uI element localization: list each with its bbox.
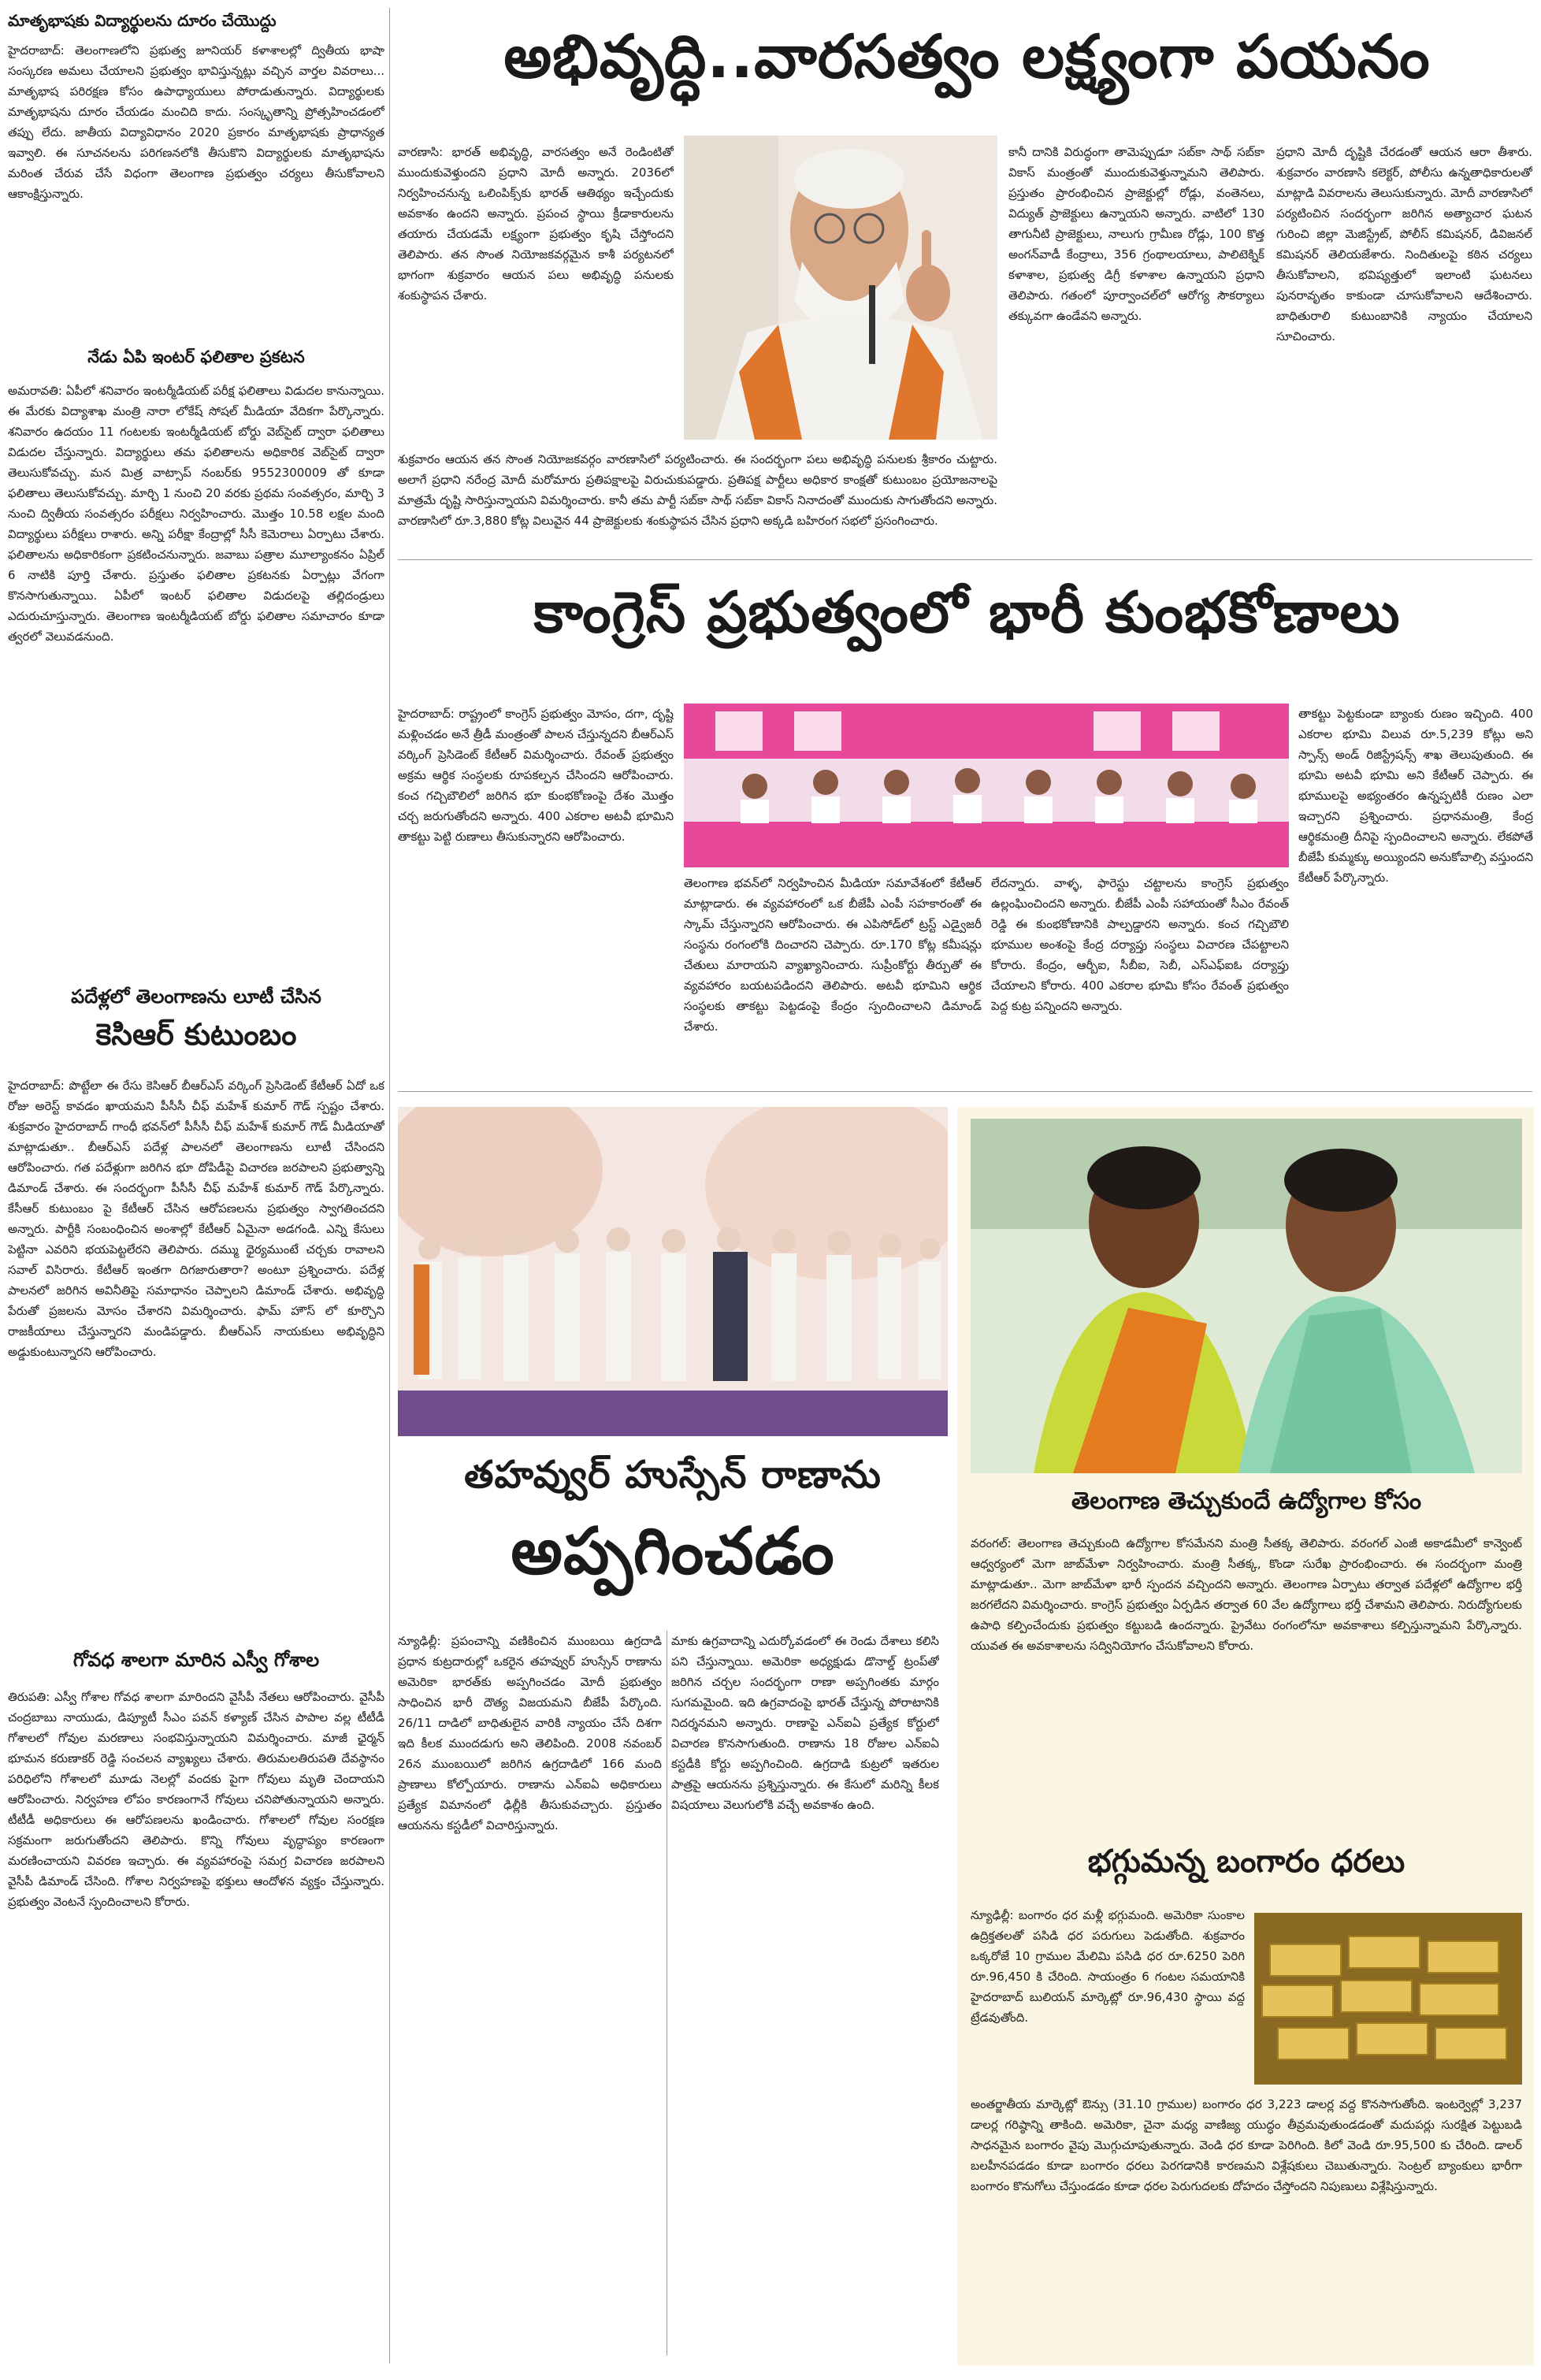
story1-bottom-rule [398, 559, 1532, 560]
story3-col2: మాకు ఉగ్రవాదాన్ని ఎదుర్కోవడంలో ఈ రెండు దేశాలు కలిసి పని చేస్తున్నాయి. అమెరికా అధ్యక్షుడు డొనాల్డ్ ట్రంప్‌తో జరిగిన చర్చల సందర్భంగా రాణా అప్పగింతకు మార్గం సుగమమైంది. ఇది ఉగ్రవాదంపై భారత్ చేస్తున్న పోరాటానికి నిదర్శనమని అన్నారు. రాణాపై ఎన్ఐఏ ప్రత్యేక కోర్టులో విచారణ కొనసాగుతుంది. రాణాను 18 రోజుల ఎన్ఐఏ కస్టడీకి కోర్టు అప్పగించింది. ఉగ్రదాడి కుట్రలో ఇతరుల పాత్రపై ఆయనను ప్రశ్నిస్తున్నారు. ఈ కేసులో మరిన్ని కీలక విషయాలు వెలుగులోకి వచ్చే అవకాశం ఉంది. [671, 1634, 939, 1812]
story4-photo-women [971, 1119, 1522, 1473]
side-item4-body: తిరుపతి: ఎస్వీ గోశాల గోవధ శాలగా మారిందని వైసీపీ నేతలు ఆరోపించారు. వైసీపీ చంద్రబాబు నాయుడు, డిప్యూటీ సీఎం పవన్ కళ్యాణ్ చేసిన పాపాల వల్ల టీటీడీ గోశాలలో గోవుల మరణాలు సంభవిస్తున్నాయని విమర్శించారు. మాజీ ఛైర్మన్ భూమన కరుణాకర్ రెడ్డి సంచలన వ్యాఖ్యలు చేశారు. తిరుమలతిరుపతి దేవస్థానం పరిధిలోని గోశాలలో మూడు నెలల్లో వందకు పైగా గోవులు మృతి చెందాయని ఆరోపించారు. నిర్వహణ లోపం కారణంగానే గోవులు చనిపోతున్నాయని అన్నారు. టీటీడీ అధికారులు ఈ ఆరోపణలను ఖండించారు. గోశాలలో గోవుల సంరక్షణ సక్రమంగా జరుగుతోందని తెలిపారు. కొన్ని గోవులు వృద్ధాప్యం కారణంగా మరణించాయని వివరణ ఇచ్చారు. ఈ వ్యవహారంపై సమగ్ర విచారణ జరపాలని వైసీపీ డిమాండ్ చేసింది. గోశాల నిర్వహణపై భక్తులు ఆందోళన వ్యక్తం చేస్తున్నారు. ప్రభుత్వం వెంటనే స్పందించాలని కోరారు. [8, 1690, 384, 1909]
side-item1-headline: మాతృభాషకు విద్యార్థులను దూరం చేయొద్దు [8, 11, 277, 30]
women-smiling-illustration [971, 1119, 1522, 1473]
story2-headline: కాంగ్రెస్ ప్రభుత్వంలో భారీ కుంభకోణాలు [533, 579, 1401, 645]
story1-photo-modi [684, 136, 997, 440]
story2-col3: లేదన్నారు. వాళ్ళ, ఫారెస్టు చట్టాలను కాంగ్రెస్ ప్రభుత్వం ఉల్లంఘించిందని అన్నారు. బీజేపీ ఎంపీ సహాయంతో సీఎం రేవంత్ రెడ్డి ఈ కుంభకోణానికి పాల్పడ్డారని అన్నారు. కంచ గచ్చిబౌలి భూముల అంశంపై కేంద్ర దర్యాప్తు సంస్థలు విచారణ చేపట్టాలని కోరారు. కేంద్రం, ఆర్బీఐ, సీబీఐ, సెబీ, ఎస్ఎఫ్ఐఓ దర్యాప్తు చేయాలని కోరారు. 400 ఎకరాల భూమి కోసం రేవంత్ ప్రభుత్వం పెద్ద కుట్ర పన్నిందని అన్నారు. [991, 876, 1289, 1013]
story4-headline: తెలంగాణ తెచ్చుకుందే ఉద్యోగాల కోసం [1071, 1487, 1422, 1515]
side-item3-body: హైదరాబాద్: పొట్టేలా ఈ రేసు కెసిఆర్ బీఆర్ఎస్ వర్కింగ్ ప్రెసిడెంట్ కేటీఆర్ ఏదో ఒక రోజు అరెస్ట్ కావడం ఖాయమని పీసీసీ చీఫ్ మహేశ్ కుమార్ గౌడ్ స్పష్టం చేశారు. శుక్రవారం హైదరాబాద్ గాంధీ భవన్‌లో పీసీసీ చీఫ్ మహేశ్ కుమార్ గౌడ్ మీడియాతో మాట్లాడుతూ.. బీఆర్ఎస్ పదేళ్ల పాలనలో తెలంగాణను లూటీ చేసిందని ఆరోపించారు. గత పదేళ్లుగా జరిగిన భూ దోపిడీపై విచారణ జరపాలని ప్రభుత్వాన్ని డిమాండ్ చేశారు. ఈ సందర్భంగా పీసీసీ చీఫ్ మహేశ్ కుమార్ గౌడ్ పేర్కొన్నారు. కేసీఆర్ కుటుంబం పై కేటీఆర్ చేసిన ఆరోపణలను ప్రభుత్వం స్వాగతించదని అన్నారు. పార్టీకి సంబంధించిన అంశాల్లో కేటీఆర్ ఏమైనా అడగండి. ఎన్ని కేసులు పెట్టినా ఎవరిని భయపెట్టలేరని తెలిపారు. దమ్ము ధైర్యముంటే చర్చకు రావాలని సవాల్ విసిరారు. కేటీఆర్ ఇంతగా దిగజారుతారా? అంటూ ప్రశ్నించారు. పదేళ్ల పాలనలో జరిగిన అవినీతిపై సమాధానం చెప్పాలని డిమాండ్ చేశారు. అభివృద్ధి పేరుతో ప్రజలను మోసం చేశారని విమర్శించారు. ఫామ్ హౌస్ లో కూర్చొని రాజకీయాలు చేస్తున్నారని మండిపడ్డారు. బీఆర్ఎస్ నాయకులు అభివృద్ధిని అడ్డుకుంటున్నారని ఆరోపించారు. [8, 1079, 384, 1359]
side-item1-body: హైదరాబాద్: తెలంగాణలోని ప్రభుత్వ జూనియర్ కళాశాలల్లో ద్వితీయ భాషా సంస్కరణ అమలు చేయాలని ప్రభుత్వం భావిస్తున్నట్లు వచ్చిన వార్తల వివరాలు... మాతృభాష పరిరక్షణ కోసం ఉపాధ్యాయులు పోరాడుతున్నారు. విద్యార్థులకు మాతృభాషను దూరం చేయడం మంచిది కాదు. సంస్కృతాన్ని ప్రోత్సహించడంలో తప్పు లేదు. జాతీయ విద్యావిధానం 2020 ప్రకారం మాతృభాషకు ప్రాధాన్యత ఇవ్వాలి. ఈ సూచనలను పరిగణనలోకి తీసుకొని విద్యార్థులకు మాతృభాషను మరింత చేరువ చేసే విధంగా తెలంగాణ ప్రభుత్వం చర్యలు తీసుకోవాలని ఆకాంక్షిస్తున్నారు. [8, 43, 384, 201]
stage-event-illustration [398, 1107, 948, 1436]
story5-body-top: న్యూఢిల్లీ: బంగారం ధర మళ్లీ భగ్గుమంది. అమెరికా సుంకాల ఉద్రిక్తతలతో పసిడి ధర పరుగులు పెడుతోంది. శుక్రవారం ఒక్కరోజే 10 గ్రాముల మేలిమి పసిడి ధర రూ.6250 పెరిగి రూ.96,450 కి చేరింది. సాయంత్రం 6 గంటల సమయానికి హైదరాబాద్ బులియన్ మార్కెట్లో రూ.96,430 స్థాయి వద్ద ట్రేడవుతోంది. [971, 1908, 1245, 2025]
story1-headline: అభివృద్ధి..వారసత్వం లక్ష్యంగా పయనం [503, 21, 1431, 91]
story3-photo-stage [398, 1107, 948, 1436]
story2-photo-press-meet [684, 704, 1289, 867]
gold-bars-illustration [1254, 1913, 1522, 2085]
story1-col1: వారణాసి: భారత్ అభివృద్ధి, వారసత్వం అనే రెండింటితో ముందుకువెళ్తుందని ప్రధాని మోదీ అన్నారు. 2036లో నిర్వహించనున్న ఒలింపిక్స్‌కు భారత్ ఆతిథ్యం ఇచ్చేందుకు అవకాశం ఉందని అన్నారు. ప్రపంచ స్థాయి క్రీడాకారులను తయారు చేయడమే లక్ష్యంగా ప్రభుత్వం కృషి చేస్తోందని తెలిపారు. తన సొంత నియోజకవర్గమైన కాశీ పర్యటనలో భాగంగా శుక్రవారం ఆయన పలు అభివృద్ధి పనులకు శంకుస్థాపన చేశారు. [398, 145, 674, 303]
story2-col4: తాకట్టు పెట్టకుండా బ్యాంకు రుణం ఇచ్చింది. 400 ఎకరాల భూమి విలువ రూ.5,239 కోట్లు అని స్పాన్స్ అండ్ రిజిస్ట్రేషన్స్ శాఖ తెలుపుతుంది. ఈ భూమి అటవీ భూమి అని కేటీఆర్ చెప్పారు. ఈ భూములపై అభ్యంతరం ఉన్నప్పటికీ రుణం ఎలా ఇచ్చారని ప్రశ్నించారు. ప్రధానమంత్రి, కేంద్ర ఆర్థికమంత్రి దీనిపై స్పందించాలని అన్నారు. లేకపోతే బీజేపీ కుమ్మక్కు అయ్యిందని అనుకోవాల్సి వస్తుందని కేటీఆర్ పేర్కొన్నారు. [1298, 707, 1533, 885]
story3-headline-line1: తహవ్వుర్ హుస్సేన్ రాణాను [464, 1453, 882, 1497]
story5-headline: భగ్గుమన్న బంగారం ధరలు [1087, 1843, 1405, 1880]
side-item3-headline-line1: పదేళ్లలో తెలంగాణను లూటీ చేసిన [71, 986, 321, 1008]
side-item2-body: అమరావతి: ఏపీలో శనివారం ఇంటర్మీడియట్ పరీక్ష ఫలితాలు విడుదల కానున్నాయి. ఈ మేరకు విద్యాశాఖ మంత్రి నారా లోకేష్ సోషల్ మీడియా వేదికగా పేర్కొన్నారు. శనివారం ఉదయం 11 గంటలకు ఇంటర్మీడియట్ బోర్డు వెబ్‌సైట్ ద్వారా ఫలితాలు విడుదల చేస్తున్నారు. విద్యార్థులు తమ ఫలితాలను అధికారిక వెబ్‌సైట్ ద్వారా తెలుసుకోవచ్చు. మన మిత్ర వాట్సాప్ నంబర్‌కు 9552300009 తో కూడా ఫలితాలు తెలుసుకోవచ్చు. మార్చి 1 నుంచి 20 వరకు ప్రథమ సంవత్సరం, మార్చి 3 నుంచి ద్వితీయ సంవత్సరం పరీక్షలు నిర్వహించారు. మొత్తం 10.58 లక్షల మంది విద్యార్థులు పరీక్షలు రాశారు. అన్ని పరీక్షా కేంద్రాల్లో సీసీ కెమెరాలు ఏర్పాటు చేశారు. ఫలితాలను అధికారికంగా ప్రకటించనున్నారు. జవాబు పత్రాల మూల్యాంకనం ఏప్రిల్ 6 నాటికి పూర్తి చేశారు. ప్రస్తుతం ఫలితాల ప్రకటనకు ఏర్పాట్లు వేగంగా కొనసాగుతున్నాయి. ఏపీలో ఇంటర్ ఫలితాల విడుదలపై తల్లిదండ్రులు ఎదురుచూస్తున్నారు. తెలంగాణ ఇంటర్మీడియట్ బోర్డు ఫలితాల సమాచారం కూడా త్వరలో వెలువడనుంది. [8, 384, 384, 644]
story3-headline-line2: అప్పగించడం [511, 1514, 835, 1589]
story1-col4: ప్రధాని మోదీ దృష్టికి చేరడంతో ఆయన ఆరా తీశారు. శుక్రవారం వారణాసి కలెక్టర్, పోలీసు ఉన్నతాధికారులతో మాట్లాడి వివరాలను తెలుసుకున్నారు. మోదీ వారణాసిలో పర్యటించిన సందర్భంగా జరిగిన అత్యాచార ఘటన గురించి జిల్లా మెజిస్ట్రేట్, పోలీస్ కమిషనర్, డివిజనల్ కమిషనర్ తెలియజేశారు. నిందితులపై కఠిన చర్యలు తీసుకోవాలని, భవిష్యత్తులో ఇలాంటి ఘటనలు పునరావృతం కాకుండా చూసుకోవాలని ఆదేశించారు. బాధితురాలి కుటుంబానికి న్యాయం చేయాలని సూచించారు. [1276, 145, 1532, 343]
story5-body-bottom: అంతర్జాతీయ మార్కెట్లో ఔన్సు (31.10 గ్రాముల) బంగారం ధర 3,223 డాలర్ల వద్ద కొనసాగుతోంది. ఇంటర్వెల్లో 3,237 డాలర్ల గరిష్ఠాన్ని తాకింది. అమెరికా, చైనా మధ్య వాణిజ్య యుద్ధం తీవ్రమవుతుండడంతో మదుపర్లు సురక్షిత పెట్టుబడి సాధనమైన బంగారం వైపు మొగ్గుచూపుతున్నారు. వెండి ధర కూడా పెరిగింది. కిలో వెండి రూ.95,500 కు చేరింది. డాలర్ బలహీనపడడం కూడా బంగారం ధరలు పెరగడానికి కారణమని విశ్లేషకులు చెబుతున్నారు. సెంట్రల్ బ్యాంకులు భారీగా బంగారం కొనుగోలు చేస్తుండడం కూడా ధరల పెరుగుదలకు దోహదం చేస్తోందని నిపుణులు విశ్లేషిస్తున్నారు. [971, 2097, 1522, 2193]
story3-col1: న్యూఢిల్లీ: ప్రపంచాన్ని వణికించిన ముంబయి ఉగ్రదాడి ప్రధాన కుట్రదారుల్లో ఒకరైన తహవ్వుర్ హుస్సేన్ రాణాను అమెరికా భారత్‌కు అప్పగించడం మోదీ ప్రభుత్వం సాధించిన భారీ దౌత్య విజయమని బీజేపీ పేర్కొంది. 26/11 దాడిలో బాధితులైన వారికి న్యాయం చేసే దిశగా ఇది కీలక ముందడుగు అని తెలిపింది. 2008 నవంబర్ 26న ముంబయిలో జరిగిన ఉగ్రదాడిలో 166 మంది ప్రాణాలు కోల్పోయారు. రాణాను ఎన్ఐఏ అధికారులు ప్రత్యేక విమానంలో ఢిల్లీకి తీసుకువచ్చారు. ప్రస్తుతం ఆయనను కస్టడీలో విచారిస్తున్నారు. [398, 1634, 662, 1832]
side-item2-headline: నేడు ఏపి ఇంటర్ ఫలితాల ప్రకటన [87, 347, 305, 366]
story4-body: వరంగల్: తెలంగాణ తెచ్చుకుంది ఉద్యోగాల కోసమేనని మంత్రి సీతక్క తెలిపారు. వరంగల్ ఎంజీ అకాడమీలో కాన్వెంట్ ఆధ్వర్యంలో మెగా జాబ్‌మేళా నిర్వహించారు. మంత్రి సీతక్క, కొండా సురేఖ ప్రారంభించారు. ఈ సందర్భంగా మంత్రి మాట్లాడుతూ.. మెగా జాబ్‌మేళా భారీ స్పందన వచ్చిందని అన్నారు. తెలంగాణ ఏర్పాటు తర్వాత పదేళ్లలో ఉద్యోగాల భర్తీ జరగలేదని విమర్శించారు. కాంగ్రెస్ ప్రభుత్వం ఏర్పడిన తర్వాత 60 వేల ఉద్యోగాలు భర్తీ చేశామని తెలిపారు. నిరుద్యోగులకు ఉపాధి కల్పించేందుకు ప్రభుత్వం కట్టుబడి ఉందన్నారు. ప్రైవేటు రంగంలోనూ అవకాశాలు కల్పిస్తున్నామని పేర్కొన్నారు. యువత ఈ అవకాశాలను సద్వినియోగం చేసుకోవాలని కోరారు. [971, 1536, 1522, 1653]
story5-photo-gold [1254, 1913, 1522, 2085]
side-item3-headline-line2: కెసిఆర్ కుటుంబం [95, 1017, 297, 1052]
story2-col1: హైదరాబాద్: రాష్ట్రంలో కాంగ్రెస్ ప్రభుత్వం మోసం, దగా, దృష్టి మళ్లించడం అనే త్రీడీ మంత్రంతో పాలన చేస్తున్నదని బీఆర్ఎస్ వర్కింగ్ ప్రెసిడెంట్ కేటీఆర్ విమర్శించారు. రేవంత్ ప్రభుత్వం అక్రమ ఆర్థిక సంస్థలకు రూపకల్పన చేసిందని ఆరోపించారు. కంచ గచ్చిబౌలిలో జరిగిన భూ కుంభకోణంపై దేశం మొత్తం చర్చ జరుగుతోందని అన్నారు. 400 ఎకరాల అటవీ భూమిని తాకట్టు పెట్టి రుణాలు తీసుకున్నారని ఆరోపించారు. [398, 707, 674, 844]
story2-col2: తెలంగాణ భవన్‌లో నిర్వహించిన మీడియా సమావేశంలో కేటీఆర్ మాట్లాడారు. ఈ వ్యవహారంలో ఒక బీజేపీ ఎంపీ సహకారంతో ఈ స్కామ్ చేస్తున్నారని ఆరోపించారు. ఈ ఎపిసోడ్‌లో ట్రస్ట్ ఎడ్వైజరీ సంస్థను రంగంలోకి దించారని చెప్పారు. రూ.170 కోట్ల కమీషన్లు చేతులు మారాయని వ్యాఖ్యానించారు. సుప్రీంకోర్టు తీర్పుతో ఈ వ్యవహారం బయటపడిందని తెలిపారు. అటవీ భూమిని ఆర్థిక సంస్థలకు తాకట్టు పెట్టడంపై కేంద్రం స్పందించాలని డిమాండ్ చేశారు. [684, 876, 982, 1034]
side-column [8, 8, 384, 2360]
story2-bottom-rule [398, 1091, 1532, 1092]
story1-col2: శుక్రవారం ఆయన తన సొంత నియోజకవర్గం వారణాసిలో పర్యటించారు. ఈ సందర్భంగా పలు అభివృద్ధి పనులకు శ్రీకారం చుట్టారు. అలాగే ప్రధాని నరేంద్ర మోదీ మరోమారు ప్రతిపక్షాలపై విరుచుకుపడ్డారు. ప్రతిపక్ష పార్టీలు అధికార కాంక్షతో కుటుంబం ప్రయోజనాలపై మాత్రమే దృష్టి సారిస్తున్నాయని విమర్శించారు. కానీ తమ పార్టీ సబ్‌కా సాథ్ సబ్‌కా వికాస్ నినాదంతో ముందుకు సాగుతోందని అన్నారు. వారణాసిలో రూ.3,880 కోట్ల విలువైన 44 ప్రాజెక్టులకు శంకుస్థాపన చేసిన ప్రధాని అక్కడి బహిరంగ సభలో ప్రసంగించారు. [398, 452, 997, 528]
side-item4-headline: గోవధ శాలగా మారిన ఎస్వీ గోశాల [72, 1649, 320, 1671]
press-meet-illustration [684, 704, 1289, 867]
story1-col3: కానీ దానికి విరుద్ధంగా తామెప్పుడూ సబ్‌కా సాథ్ సబ్‌కా వికాస్ మంత్రంతో ముందుకువెళ్తున్నామని తెలిపారు. ప్రస్తుతం ప్రారంభించిన ప్రాజెక్టుల్లో రోడ్లు, వంతెనలు, విద్యుత్ ప్రాజెక్టులు ఉన్నాయని అన్నారు. వాటిలో 130 తాగునీటి ప్రాజెక్టులు, నాలుగు గ్రామీణ రోడ్లు, 100 కొత్త అంగన్‌వాడీ కేంద్రాలు, 356 గ్రంథాలయాలు, పాలిటెక్నిక్ కళాశాల, ప్రభుత్వ డిగ్రీ కళాశాల ఉన్నాయని ప్రధాని తెలిపారు. గతంలో పూర్వాంచల్‌లో ఆరోగ్య సౌకర్యాలు తక్కువగా ఉండేవని అన్నారు. [1008, 145, 1264, 323]
side-column-rule [389, 8, 390, 2363]
modi-photo-illustration [684, 136, 997, 440]
